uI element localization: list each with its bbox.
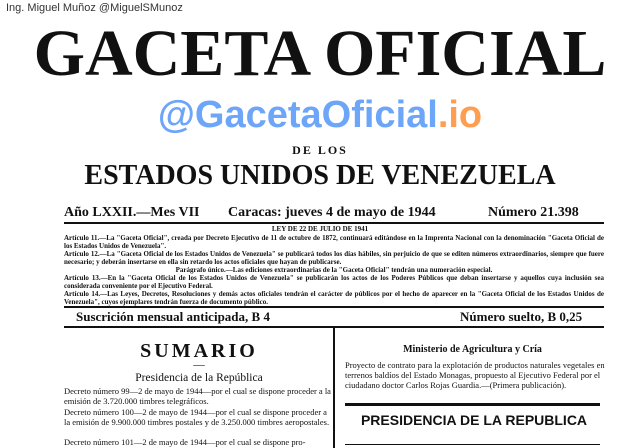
sumario-section: Presidencia de la República xyxy=(135,372,263,384)
sumario-item: Decreto número 99—2 de mayo de 1944—por el cual se dispone proceder a la emisión de 3.720.000 timbres telegráficos. xyxy=(64,386,331,406)
subscription-single: Número suelto, B 0,25 xyxy=(460,309,583,324)
masthead-de-los: DE LOS xyxy=(292,143,348,157)
masthead-title: GACETA OFICIAL xyxy=(33,17,607,90)
scan-credit: Ing. Miguel Muñoz @MiguelSMunoz xyxy=(6,2,183,14)
issue-year: Año LXXII.—Mes VII xyxy=(64,205,200,220)
article-paragraph: Parágrafo único.—Las ediciones extraordinarias de la "Gaceta Oficial" tendrán una numeración especial. xyxy=(175,266,493,274)
watermark-main: @GacetaOficial xyxy=(157,94,438,136)
sumario-item: Decreto número 101—2 de mayo de 1944—por el cual se dispone pro- xyxy=(64,437,306,447)
watermark xyxy=(0,93,640,137)
ministry-heading: Ministerio de Agricultura y Cría xyxy=(403,344,542,355)
subscription-monthly: Suscrición mensual anticipada, B 4 xyxy=(76,309,270,324)
section-heading: PRESIDENCIA DE LA REPUBLICA xyxy=(360,412,588,428)
issue-date: Caracas: jueves 4 de mayo de 1944 xyxy=(228,205,436,220)
divider xyxy=(64,222,604,224)
sumario-item: Decreto número 100—2 de mayo de 1944—por el cual se dispone proceder a la emisión de 9.900.000 timbres postales y de 3.250.000 timbres aeropostales. xyxy=(64,407,330,427)
watermark-suffix: .io xyxy=(437,94,483,136)
article-11: Artículo 11.—La "Gaceta Oficial", creada por Decreto Ejecutivo de 11 de octubre de 1872, continuará editándose en la Imprenta Nacional con la denominación "Gaceta Oficial de los Estados Unidos de Venezuela". xyxy=(64,234,604,250)
ministry-text: Proyecto de contrato para la explotación de productos naturales vegetales en terrenos baldíos del Estado Monagas, propuesto al Ejecutivo Federal por el ciudadano doctor Carlos Rojas Guardia.—(Primera publicación). xyxy=(345,360,605,390)
article-12: Artículo 12.—La "Gaceta Oficial de los Estados Unidos de Venezuela" se publicará todos los días hábiles, sin perjuicio de que se editen números extraordinarios, siempre que fuere necesario; y deberán insertarse en ella sin retardo los actos oficiales que hayan de publicarse. xyxy=(64,250,604,266)
sumario-title: SUMARIO xyxy=(140,340,258,362)
divider xyxy=(64,306,604,308)
article-13: Artículo 13.—En la "Gaceta Oficial de los Estados Unidos de Venezuela" se publicarán los actos de los Poderes Públicos que deban insertarse y aquellos cuya inclusión sea considerada conveniente por el Ejecutivo Federal. xyxy=(64,274,604,290)
divider xyxy=(345,403,600,406)
law-heading: LEY DE 22 DE JULIO DE 1941 xyxy=(271,225,369,233)
masthead-country: ESTADOS UNIDOS DE VENEZUELA xyxy=(84,160,556,191)
article-14: Artículo 14.—Las Leyes, Decretos, Resoluciones y demás actos oficiales tendrán el carácter de públicos por el hecho de aparecer en la "Gaceta Oficial de los Estados Unidos de Venezuela", cuyos ejemplares tendrán fuerza de documento público. xyxy=(64,290,604,306)
divider xyxy=(345,444,600,445)
sumario-dash: — xyxy=(193,359,205,371)
issue-number: Número 21.398 xyxy=(488,205,579,220)
